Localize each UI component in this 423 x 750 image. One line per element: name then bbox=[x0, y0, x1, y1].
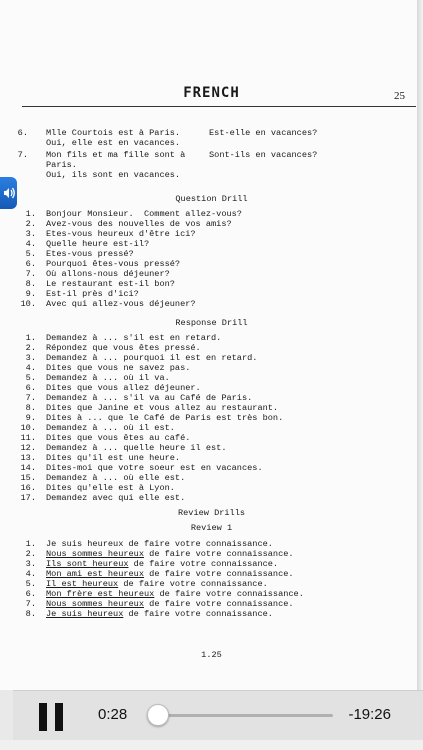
scrub-handle[interactable] bbox=[147, 704, 169, 726]
review-drill-number: 8. bbox=[25, 609, 36, 619]
review-drill-underlined: Nous sommes heureux bbox=[46, 599, 144, 609]
question-drill-number: 9. bbox=[25, 289, 36, 299]
review-drill-underlined: Mon frère est heureux bbox=[46, 589, 155, 599]
review-drill-number: 2. bbox=[25, 549, 36, 559]
review-drill-item bbox=[46, 589, 304, 599]
review-drill-item bbox=[46, 559, 278, 569]
review-drill-underlined: Mon ami est heureux bbox=[46, 569, 144, 579]
response-drill-number: 3. bbox=[25, 353, 36, 363]
review-drill-number: 5. bbox=[25, 579, 36, 589]
response-drill-number: 5. bbox=[25, 373, 36, 383]
intro-item-number: 6. bbox=[17, 128, 28, 138]
response-drill-number: 8. bbox=[25, 403, 36, 413]
response-drill-item: Dites qu'il est une heure. bbox=[46, 453, 181, 463]
question-drill-item: Avec qui allez-vous déjeuner? bbox=[46, 299, 196, 309]
review-drill-number: 3. bbox=[25, 559, 36, 569]
response-drill-item: Demandez à ... quelle heure il est. bbox=[46, 443, 227, 453]
question-drill-number: 4. bbox=[25, 239, 36, 249]
response-drill-item: Dites à ... que le Café de Paris est très bon. bbox=[46, 413, 284, 423]
question-drill-item: Quelle heure est-il? bbox=[46, 239, 150, 249]
bottom-strip bbox=[0, 740, 423, 750]
question-drill-number: 3. bbox=[25, 229, 36, 239]
response-drill-item: Demandez à ... où elle est. bbox=[46, 473, 186, 483]
response-drill-number: 1. bbox=[25, 333, 36, 343]
audio-player-bar bbox=[13, 690, 423, 741]
review-drill-rest: de faire votre connaissance. bbox=[118, 579, 268, 589]
response-drill-item: Demandez à ... s'il est en retard. bbox=[46, 333, 222, 343]
response-drill-number: 14. bbox=[20, 463, 36, 473]
elapsed-time: 0:28 bbox=[98, 706, 128, 723]
response-drill-item: Dites que vous êtes au café. bbox=[46, 433, 191, 443]
response-drill-number: 13. bbox=[20, 453, 36, 463]
response-drill-item: Demandez à ... pourquoi il est en retard. bbox=[46, 353, 258, 363]
review-drill-underlined: Ils sont heureux bbox=[46, 559, 129, 569]
question-drill-number: 8. bbox=[25, 279, 36, 289]
question-drill-item: Pourquoi êtes-vous pressé? bbox=[46, 259, 181, 269]
response-drill-number: 2. bbox=[25, 343, 36, 353]
scrub-track[interactable] bbox=[153, 714, 333, 717]
review-drill-item bbox=[46, 569, 294, 579]
review-drill-underlined: Nous sommes heureux bbox=[46, 549, 144, 559]
response-drill-number: 16. bbox=[20, 483, 36, 493]
intro-item-question: Sont-ils en vacances? bbox=[209, 150, 318, 160]
review-drill-item bbox=[46, 579, 268, 589]
review-drill-rest: de faire votre connaissance. bbox=[144, 549, 294, 559]
review-drill-number: 1. bbox=[25, 539, 36, 549]
review-drill-number: 7. bbox=[25, 599, 36, 609]
response-drill-number: 15. bbox=[20, 473, 36, 483]
footer-page-ref: 1.25 bbox=[201, 650, 222, 660]
review-drill-rest: de faire votre connaissance. bbox=[128, 559, 279, 569]
review-drill-item bbox=[46, 599, 294, 609]
question-drill-item: Avez-vous des nouvelles de vos amis? bbox=[46, 219, 232, 229]
response-drill-item: Demandez à ... où il est. bbox=[46, 423, 175, 433]
review-drill-rest: de faire votre connaissance. bbox=[144, 569, 294, 579]
intro-item-number: 7. bbox=[17, 150, 28, 160]
speaker-icon bbox=[3, 185, 15, 201]
question-drill-item: Le restaurant est-il bon? bbox=[46, 279, 175, 289]
response-drill-number: 4. bbox=[25, 363, 36, 373]
remaining-time: -19:26 bbox=[348, 706, 391, 723]
question-drill-number: 10. bbox=[20, 299, 36, 309]
response-drill-number: 9. bbox=[25, 413, 36, 423]
review-drill-item bbox=[46, 609, 273, 619]
response-drill-item: Dites que vous allez déjeuner. bbox=[46, 383, 201, 393]
question-drill-item: Etes-vous pressé? bbox=[46, 249, 134, 259]
question-drill-number: 2. bbox=[25, 219, 36, 229]
review-drill-number: 6. bbox=[25, 589, 36, 599]
response-drill-number: 7. bbox=[25, 393, 36, 403]
question-drill-item: Bonjour Monsieur. Comment allez-vous? bbox=[46, 209, 242, 219]
question-drill-item: Est-il près d'ici? bbox=[46, 289, 139, 299]
review-drill-item bbox=[46, 549, 294, 559]
response-drill-item: Demandez à ... s'il va au Café de Paris. bbox=[46, 393, 253, 403]
review-drill-rest: Je suis heureux de faire votre connaissance. bbox=[46, 539, 273, 549]
question-drill-number: 6. bbox=[25, 259, 36, 269]
intro-item-line: Oui, elle est en vacances. bbox=[46, 138, 181, 148]
review-drill-number: 4. bbox=[25, 569, 36, 579]
intro-item-line: Oui, ils sont en vacances. bbox=[46, 170, 181, 180]
section-title-question-drill: Question Drill bbox=[175, 194, 248, 204]
response-drill-item: Dites qu'elle est à Lyon. bbox=[46, 483, 175, 493]
header-rule bbox=[22, 106, 416, 107]
response-drill-item: Demandez à ... où il va. bbox=[46, 373, 170, 383]
page-header-title: FRENCH bbox=[183, 85, 240, 101]
review-drill-item bbox=[46, 539, 273, 549]
question-drill-number: 7. bbox=[25, 269, 36, 279]
section-title-review-drills: Review Drills bbox=[177, 508, 246, 518]
response-drill-item: Demandez avec qui elle est. bbox=[46, 493, 186, 503]
response-drill-item: Dites que Janine et vous allez au restaurant. bbox=[46, 403, 279, 413]
question-drill-number: 1. bbox=[25, 209, 36, 219]
question-drill-number: 5. bbox=[25, 249, 36, 259]
section-title-response-drill: Response Drill bbox=[175, 318, 248, 328]
response-drill-number: 10. bbox=[20, 423, 36, 433]
review-drill-underlined: Je suis heureux bbox=[46, 609, 124, 619]
review-drill-rest: de faire votre connaissance. bbox=[154, 589, 304, 599]
response-drill-item: Dites que vous ne savez pas. bbox=[46, 363, 191, 373]
audio-toggle-button[interactable] bbox=[0, 177, 17, 209]
page-edge bbox=[417, 0, 423, 690]
intro-item-line: Paris. bbox=[46, 160, 77, 170]
review-drill-rest: de faire votre connaissance. bbox=[123, 609, 273, 619]
review-drill-rest: de faire votre connaissance. bbox=[144, 599, 294, 609]
response-drill-number: 12. bbox=[20, 443, 36, 453]
response-drill-item: Dites-moi que votre soeur est en vacances. bbox=[46, 463, 263, 473]
section-subtitle-review-1: Review 1 bbox=[190, 523, 233, 533]
question-drill-item: Où allons-nous déjeuner? bbox=[46, 269, 170, 279]
intro-item-line: Mlle Courtois est à Paris. bbox=[46, 128, 181, 138]
review-drill-underlined: Il est heureux bbox=[46, 579, 119, 589]
question-drill-item: Etes-vous heureux d'être ici? bbox=[46, 229, 196, 239]
page-number: 25 bbox=[394, 90, 405, 102]
response-drill-number: 17. bbox=[20, 493, 36, 503]
intro-item-line: Mon fils et ma fille sont à bbox=[46, 150, 186, 160]
response-drill-number: 6. bbox=[25, 383, 36, 393]
response-drill-number: 11. bbox=[20, 433, 36, 443]
response-drill-item: Répondez que vous êtes pressé. bbox=[46, 343, 201, 353]
intro-item-question: Est-elle en vacances? bbox=[209, 128, 318, 138]
pause-button[interactable] bbox=[39, 703, 65, 731]
